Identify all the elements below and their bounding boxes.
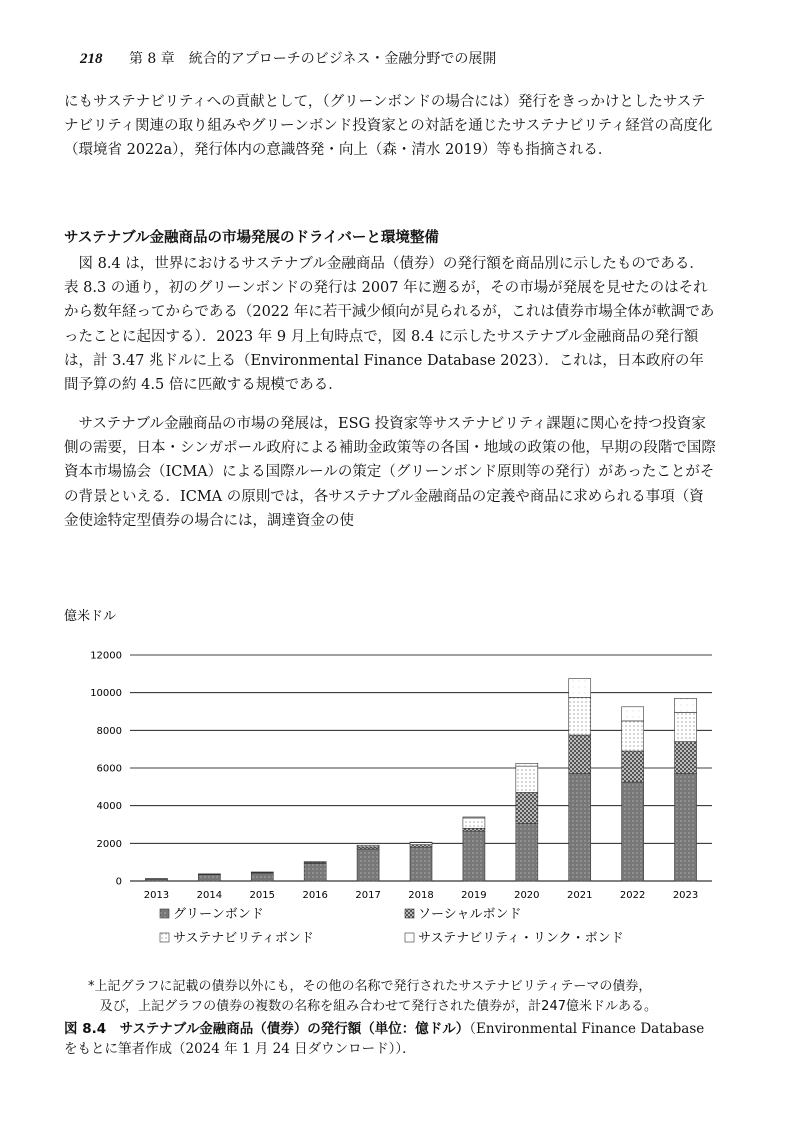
bar-segment-3 (198, 874, 220, 875)
bar-segment-1 (516, 824, 538, 881)
bar-segment-4 (516, 763, 538, 766)
bar-segment-1 (251, 873, 273, 881)
caption-text: （Environmental Finance Database をもとに筆者作成（2024 年 1 月 24 日ダウンロード））． (64, 1021, 705, 1057)
x-tick-label: 2021 (567, 890, 593, 901)
bond-issuance-chart (60, 600, 740, 960)
x-tick-label: 2015 (249, 890, 275, 901)
bar-segment-3 (145, 879, 167, 880)
bar-segment-1 (357, 849, 379, 881)
bar-segment-1 (622, 782, 644, 881)
bar-segment-1 (198, 875, 220, 881)
bar-segment-1 (410, 847, 432, 881)
legend-swatch (405, 933, 414, 942)
chapter-title: 第 8 章 統合的アプローチのビジネス・金融分野での展開 (128, 51, 497, 67)
y-tick-label: 4000 (96, 801, 122, 813)
x-tick-label: 2014 (196, 890, 223, 901)
bar-segment-3 (357, 845, 379, 847)
paragraph-1: にもサステナビリティへの貢献として，（グリーンボンドの場合には）発行をきっかけとしたサステナビリティ関連の取り組みやグリーンボンド投資家との対話を通じたサステナビリティ経営の高度化（環境省 2022a），発行体内の意識啓発・向上（森・清水 2019）等も指摘される． (64, 94, 713, 159)
bar-segment-1 (463, 831, 485, 881)
bar-segment-2 (675, 742, 697, 774)
bar-segment-2 (569, 735, 591, 774)
legend-label: グリーンボンド (173, 907, 264, 922)
footnote-line-2: 及び，上記グラフの債券の複数の名称を組み合わせて発行された債券が，計247億米ドルある。 (99, 999, 657, 1014)
footnote-line-1: *上記グラフに記載の債券以外にも，その他の名称で発行されたサステナビリティテーマの債券， (88, 979, 652, 994)
x-tick-label: 2022 (619, 890, 646, 901)
bar-segment-2 (622, 751, 644, 782)
bar-segment-4 (410, 842, 432, 843)
caption-label: 図 8.4 サステナブル金融商品（債券）の発行額（単位：億ドル） (64, 1021, 470, 1037)
legend-swatch (405, 909, 414, 918)
x-tick-label: 2013 (143, 890, 170, 901)
bar-segment-3 (304, 862, 326, 863)
bar-segment-2 (516, 792, 538, 823)
bar-segment-4 (675, 698, 697, 712)
section-title: サステナブル金融商品の市場発展のドライバーと環境整備 (64, 230, 439, 246)
x-tick-label: 2016 (302, 890, 328, 901)
x-tick-label: 2017 (355, 890, 381, 901)
y-tick-label: 12000 (90, 650, 122, 662)
bar-segment-2 (357, 847, 379, 849)
paragraph-3: サステナブル金融商品の市場の発展は，ESG 投資家等サステナビリティ課題に関心を持つ投資家側の需要，日本・シンガポール政府による補助金政策等の各国・地域の政策の他，早期の段階で国際資本市場協会（ICMA）による国際ルールの策定（グリーンボンド原則等の発行）があったことがその背景といえる．ICMA の原則では，各サステナブル金融商品の定義や商品に求められる事項（資金使途特定型債券の場合には，調達資金の使 (64, 416, 716, 529)
bar-segment-3 (569, 697, 591, 735)
bar-segment-4 (622, 707, 644, 721)
chart-footnote (88, 977, 728, 1017)
legend-label: ソーシャルボンド (418, 907, 522, 922)
bar-segment-3 (251, 872, 273, 873)
x-tick-label: 2019 (461, 890, 487, 901)
bar-segment-4 (463, 817, 485, 818)
bar-segment-1 (304, 863, 326, 881)
legend-label: サステナビリティボンド (173, 931, 314, 946)
bar-segment-3 (622, 721, 644, 751)
bar-segment-2 (410, 845, 432, 847)
paragraph-2: 図 8.4 は，世界におけるサステナブル金融商品（債券）の発行額を商品別に示したものである．表 8.3 の通り，初のグリーンボンドの発行は 2007 年に遡るが，その市場が発展を見せたのはそれから数年経ってからである（2022 年に若干減少傾向が見られるが，これは債券市場全体が軟調であったことに起因する）．2023 年 9 月上旬時点で，図 8.4 に示したサステナブル金融商品の発行額は，計 3.47 兆ドルに上る（Environmental Finance Database 2023）．これは，日本政府の年間予算の約 4.5 倍に匹敵する規模である． (64, 256, 715, 394)
y-tick-label: 8000 (96, 725, 122, 737)
bar-segment-3 (463, 818, 485, 828)
figure-caption (64, 1019, 716, 1059)
bar-segment-1 (675, 774, 697, 881)
running-header (80, 48, 496, 68)
bar-segment-2 (463, 828, 485, 831)
bar-segment-3 (516, 766, 538, 792)
y-tick-label: 10000 (90, 688, 122, 700)
x-tick-label: 2020 (514, 890, 540, 901)
y-tick-label: 6000 (96, 763, 122, 775)
x-tick-label: 2018 (408, 890, 434, 901)
page-number: 218 (80, 51, 103, 67)
y-tick-label: 2000 (96, 838, 122, 850)
legend-label: サステナビリティ・リンク・ボンド (418, 931, 624, 946)
bar-segment-1 (569, 774, 591, 881)
y-tick-label: 0 (115, 876, 122, 888)
x-tick-label: 2023 (672, 890, 699, 901)
y-axis-label: 億米ドル (64, 609, 117, 624)
bar-segment-3 (675, 712, 697, 741)
bar-segment-4 (569, 679, 591, 698)
legend-swatch (160, 933, 169, 942)
legend-swatch (160, 909, 169, 918)
